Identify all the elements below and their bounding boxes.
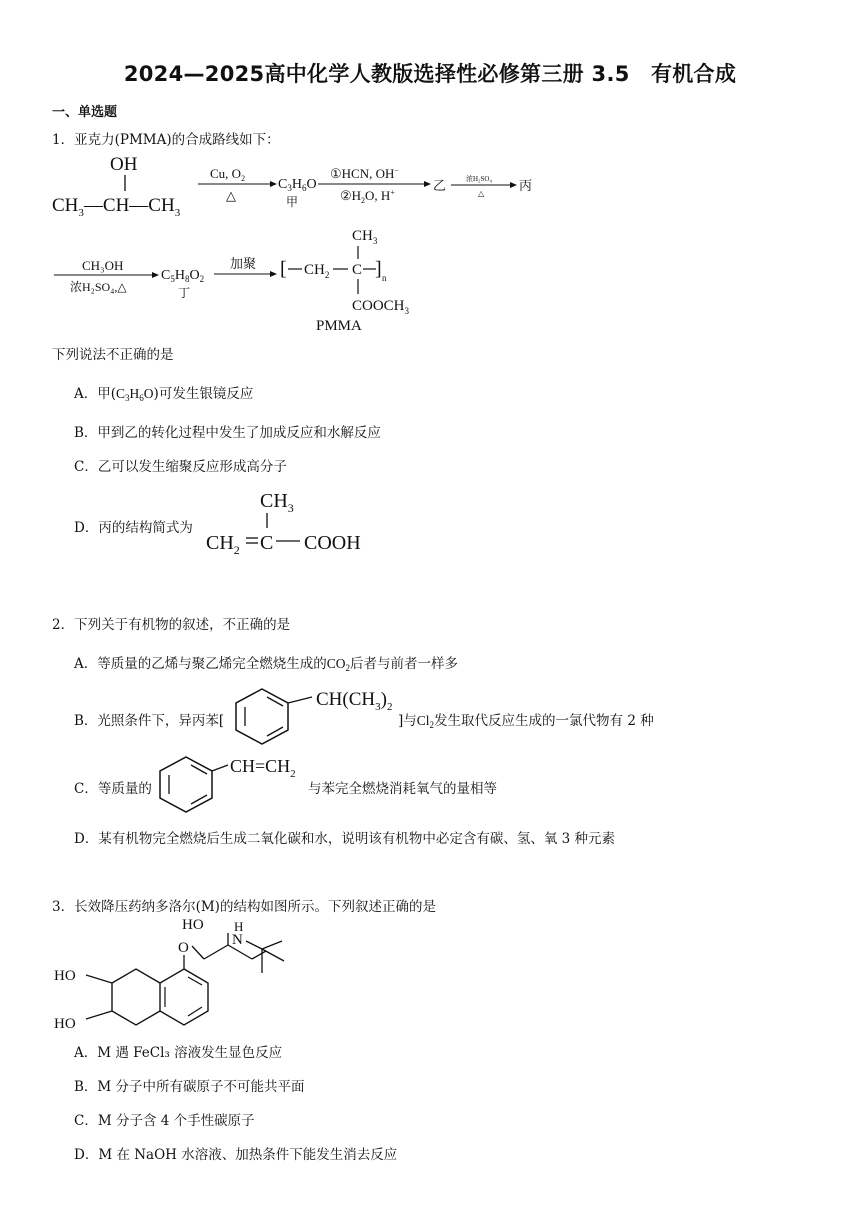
- q1-synthesis-scheme: [48, 148, 548, 338]
- cond2-top: ①HCN, OH: [330, 166, 395, 181]
- svg-text:COOH: COOH: [304, 532, 361, 554]
- scheme-oh: OH: [110, 154, 138, 175]
- q2-option-c-prefix[interactable]: C．等质量的: [74, 781, 152, 797]
- jia-formula: C: [278, 177, 288, 192]
- q2-option-d[interactable]: D．某有机物完全燃烧后生成二氧化碳和水，说明该有机物中必定含有碳、氢、氧 3 种元素: [74, 831, 615, 847]
- svg-text:CH2: $CH_2$: [304, 262, 330, 280]
- q2-stem: 2．下列关于有机物的叙述，不正确的是: [52, 617, 291, 633]
- svg-text:O: O: [178, 940, 189, 956]
- section-heading: 一、单选题: [52, 105, 118, 120]
- svg-text:①HCN, OH−: ①HCN, OH−: [330, 166, 399, 181]
- q1-option-c[interactable]: C．乙可以发生缩聚反应形成高分子: [74, 459, 287, 475]
- q2-option-b-suffix: ]与$Cl_2$发生取代反应生成的一氯代物有 2 种: [398, 713, 654, 730]
- svg-text:CH3—CH—CH3: $CH_3—CH—CH_3$: [52, 195, 181, 219]
- q2-option-a[interactable]: A．等质量的乙烯与聚乙烯完全燃烧生成的$CO_2$后者与前者一样多: [74, 656, 459, 673]
- cond4-bottom: 浓H₂SO₄,△: [70, 280, 127, 294]
- svg-text:CH3: $CH_3$: [260, 490, 294, 515]
- q3-nadolol-structure: [48, 915, 298, 1040]
- poly-c: C: [352, 262, 363, 278]
- svg-text:C3H6O: $C_3H_6O$: [278, 177, 317, 193]
- svg-text:N: N: [232, 932, 243, 948]
- cond2-bottom: ②H: [340, 188, 362, 203]
- q3-option-b[interactable]: B．M 分子中所有碳原子不可能共平面: [74, 1079, 305, 1095]
- svg-text:CH(CH3)2: $CH(CH_3)_2$: [316, 689, 393, 713]
- cond5-top: 加聚: [230, 256, 257, 271]
- svg-text:H: H: [234, 919, 244, 934]
- ding-formula: C: [161, 268, 171, 283]
- scheme-ch-chain: —CH—CH: [83, 195, 175, 216]
- q2-isopropylbenzene-structure: [232, 683, 402, 749]
- q1-option-b[interactable]: B．甲到乙的转化过程中发生了加成反应和水解反应: [74, 425, 381, 441]
- q2-option-c-suffix: 与苯完全燃烧消耗氧气的量相等: [308, 781, 497, 797]
- q2-styrene-structure: [156, 752, 316, 816]
- poly-ch3: CH: [352, 228, 373, 244]
- q1-option-a[interactable]: A．甲$(C_3H_6O)$可发生银镜反应: [74, 386, 254, 403]
- svg-text:C5H8O2: $C_5H_8O_2$: [161, 268, 205, 284]
- svg-text:Cu, O2: Cu, $O_2$: [210, 166, 246, 183]
- poly-cooch3: COOCH: [352, 298, 405, 314]
- q2-option-b-prefix[interactable]: B．光照条件下，异丙苯[: [74, 713, 225, 729]
- svg-text:CH2: $CH_2$: [206, 532, 240, 557]
- cond1-top: Cu, O: [210, 166, 242, 181]
- svg-text:HO: HO: [54, 1016, 76, 1032]
- yi-label: 乙: [433, 178, 447, 193]
- bing-label: 丙: [519, 178, 533, 193]
- svg-text:②H2O, H+: $②H_2O$, H+: [340, 188, 395, 205]
- svg-text:C: C: [260, 532, 274, 554]
- pmma-label: PMMA: [316, 318, 362, 334]
- poly-n: n: [382, 273, 387, 283]
- jia-label: 甲: [286, 195, 299, 209]
- q3-stem: 3．长效降压药纳多洛尔(M)的结构如图所示。下列叙述正确的是: [52, 899, 436, 915]
- svg-text:HO: HO: [182, 917, 204, 933]
- q3-option-d[interactable]: D．M 在 NaOH 水溶液、加热条件下能发生消去反应: [74, 1147, 398, 1163]
- q1-stem: 1．亚克力(PMMA)的合成路线如下：: [52, 132, 280, 148]
- scheme-ch3-left: CH: [52, 195, 79, 216]
- svg-text:[: [: [280, 258, 287, 280]
- q3-option-c[interactable]: C．M 分子含 4 个手性碳原子: [74, 1113, 255, 1129]
- svg-text:]: ]: [375, 258, 382, 280]
- cond1-bottom: △: [226, 188, 236, 203]
- svg-text:CH3: $CH_3$: [352, 228, 378, 246]
- cond3-bottom: △: [478, 189, 485, 198]
- ding-label: 丁: [178, 286, 191, 300]
- svg-text:CH=CH2: $CH=CH_2$: [230, 756, 296, 780]
- q1-prompt: 下列说法不正确的是: [52, 347, 174, 363]
- q3-option-a[interactable]: A．M 遇 FeCl₃ 溶液发生显色反应: [74, 1045, 283, 1061]
- page-title: 2024—2025高中化学人教版选择性必修第三册 3.5 有机合成: [123, 62, 737, 86]
- q1-option-d[interactable]: D．丙的结构简式为: [74, 520, 193, 536]
- q1-option-d-structure: [204, 485, 384, 565]
- poly-ch2: CH: [304, 262, 325, 278]
- cond4-top: CH₃OH: [82, 258, 124, 273]
- svg-text:COOCH3: $COOCH_3$: [352, 298, 410, 316]
- svg-text:HO: HO: [54, 968, 76, 984]
- cond3-top: 浓H₂SO₄: [466, 175, 492, 183]
